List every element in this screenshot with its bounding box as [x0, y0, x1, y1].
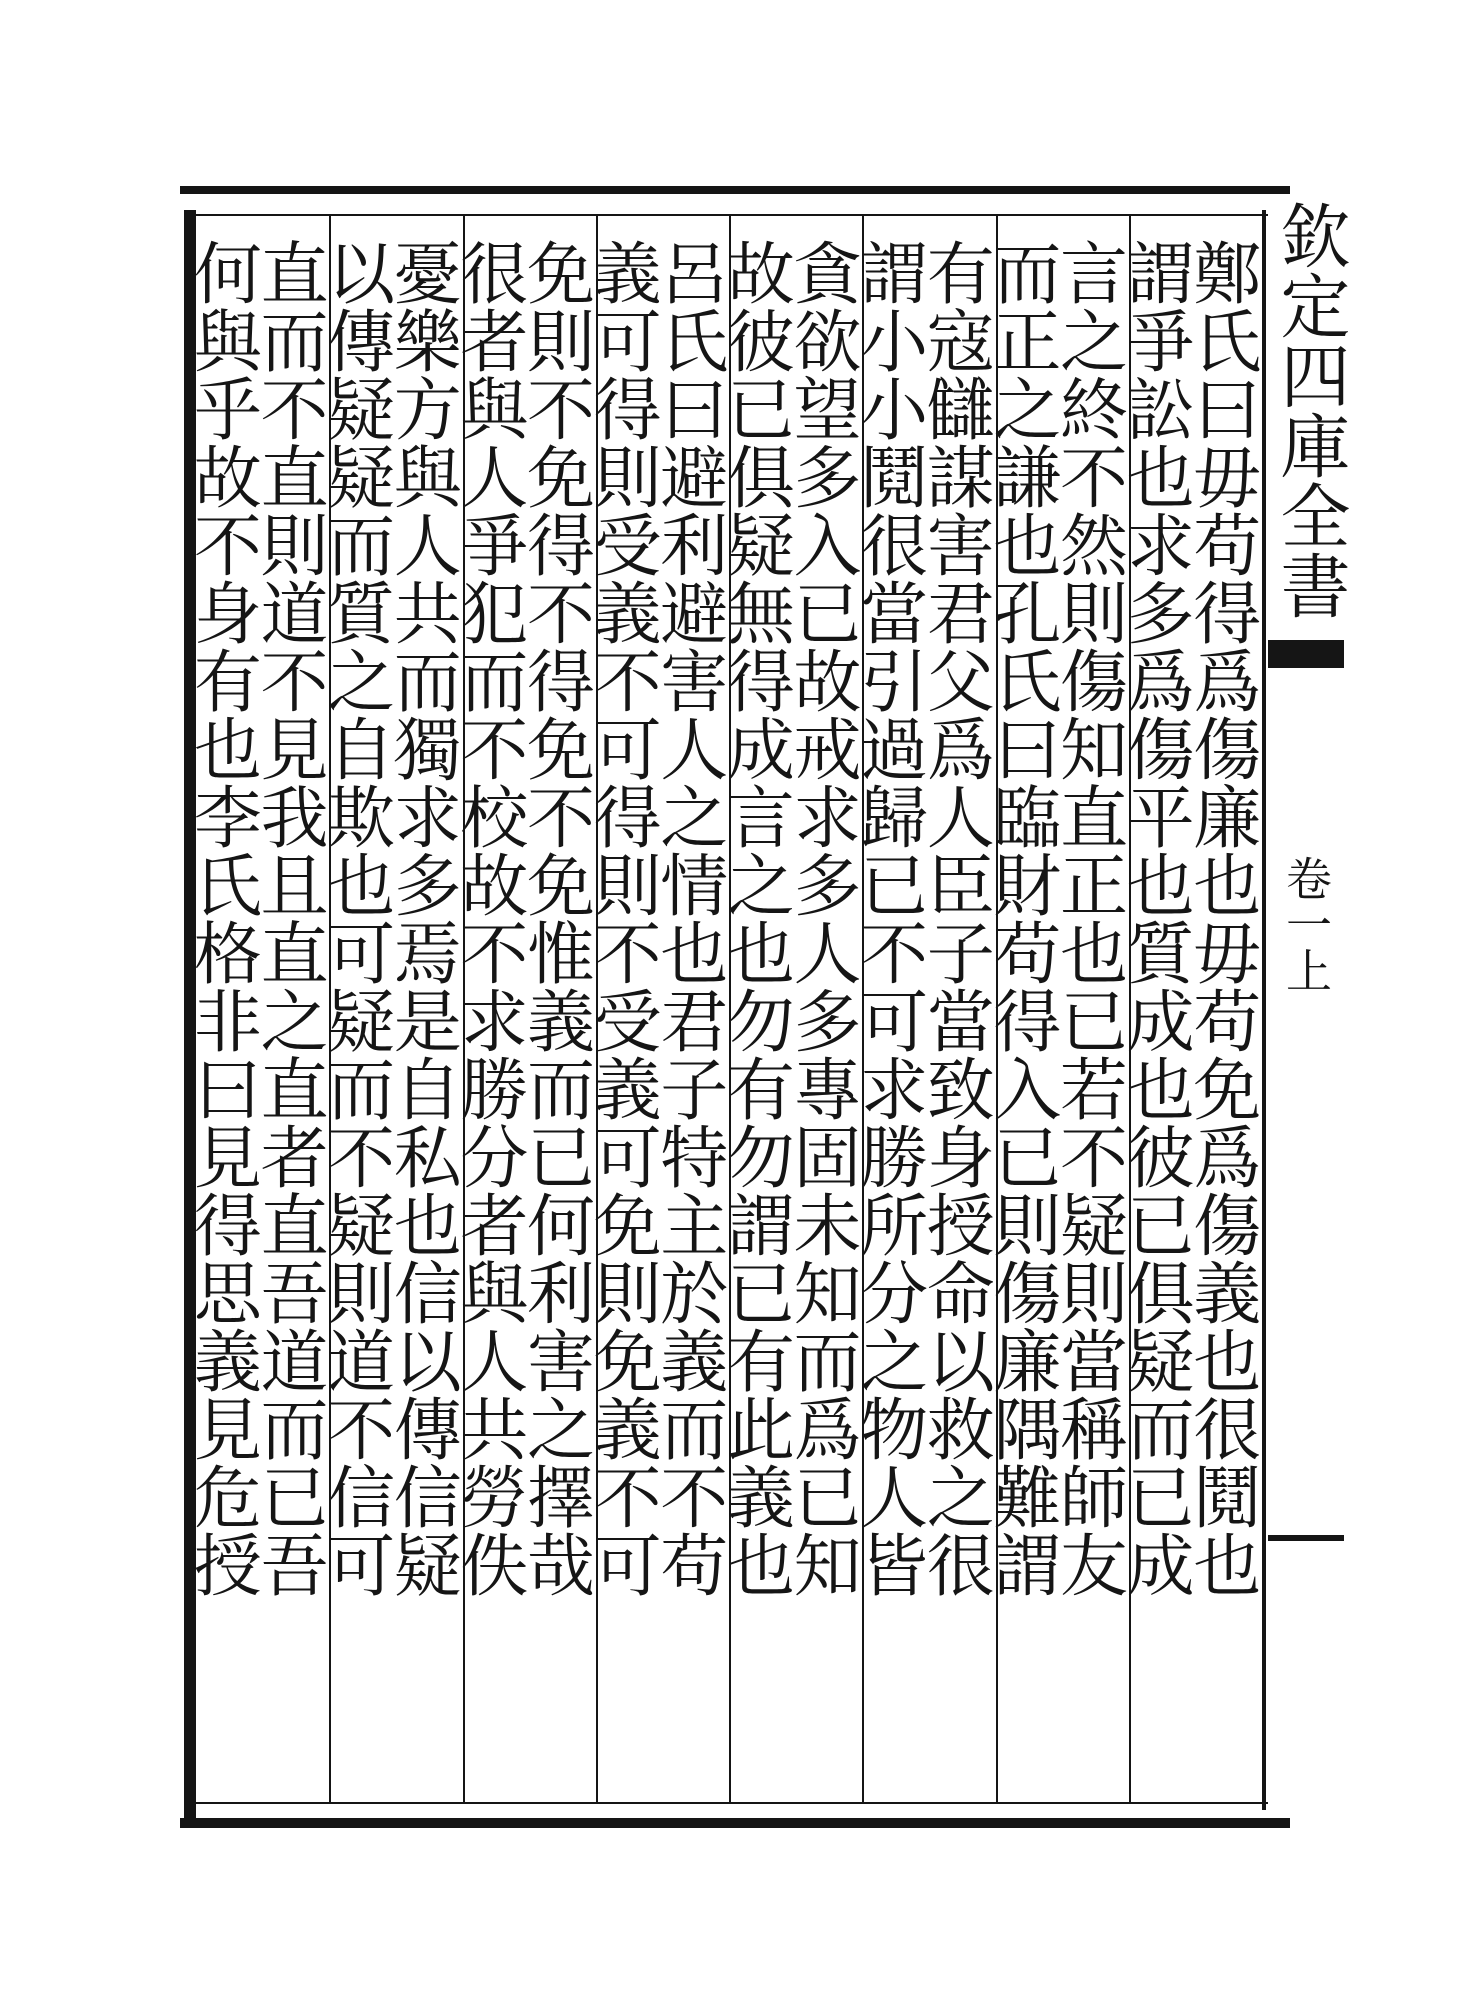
- text-column: 貪欲望多入已故戒求多人多專固未知而爲已知: [781, 238, 861, 1598]
- text-column: 謂爭訟也求多爲傷平也質成也彼已俱疑而已成: [1115, 238, 1195, 1598]
- text-column: 義可得則受義不可得則不受義可免則免義不可: [582, 238, 662, 1598]
- text-column: 直而不直則道不見我且直之直者直吾道而已吾: [248, 238, 328, 1598]
- text-column: 憂樂方與人共而獨求多焉是自私也信以傳信疑: [382, 238, 462, 1598]
- text-column: 呂氏曰避利避害人之情也君子特主於義而不苟: [648, 238, 728, 1598]
- text-column: 故彼已俱疑無得成言之也勿有勿謂已有此義也: [715, 238, 795, 1598]
- text-column: 何與乎故不身有也李氏格非曰見得思義見危授: [182, 238, 262, 1598]
- text-column: 以傳疑疑而質之自欺也可疑而不疑則道不信可: [315, 238, 395, 1598]
- text-column: 言之終不然則傷知直正也已若不疑則當稱師友: [1048, 238, 1128, 1598]
- frame-right-rule: [1262, 210, 1266, 1810]
- fishtail-lower-mark: [1268, 1535, 1344, 1541]
- text-column: 免則不免得不得免不免惟義而已何利害之擇哉: [515, 238, 595, 1598]
- volume-label: 卷一上: [1279, 855, 1333, 993]
- book-title: 欽定四庫全書: [1269, 200, 1351, 620]
- fishtail-mark: [1268, 640, 1344, 668]
- text-column: 很者與人爭犯而不校故不求勝分者與人共勞佚: [448, 238, 528, 1598]
- frame-top-rule: [180, 186, 1290, 194]
- frame-bottom-inner-rule: [196, 1802, 1268, 1804]
- text-column: 而正之謙也孔氏曰臨財苟得入已則傷廉隅難謂: [981, 238, 1061, 1598]
- frame-top-inner-rule: [196, 214, 1268, 216]
- text-column: 鄭氏曰毋苟得爲傷廉也毋苟免爲傷義也很鬩也: [1181, 238, 1261, 1598]
- frame-bottom-rule: [180, 1818, 1290, 1828]
- text-column: 有寇讎謀害君父爲人臣子當致身授命以救之很: [915, 238, 995, 1598]
- text-column: 謂小小鬩很當引過歸已不可求勝所分之物人皆: [848, 238, 928, 1598]
